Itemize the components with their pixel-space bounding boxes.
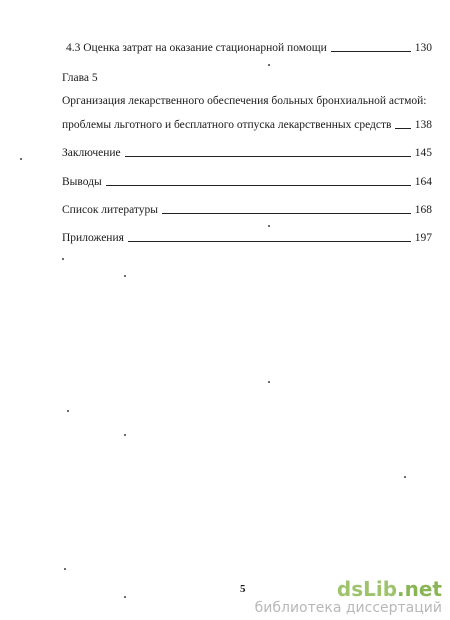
- dslib-watermark: [255, 578, 442, 616]
- scan-speck: [64, 568, 66, 570]
- toc-entry-chapter-5: [62, 118, 432, 132]
- watermark-brand: [255, 578, 442, 600]
- watermark-domain: .net: [397, 577, 442, 601]
- scan-speck: [67, 410, 69, 412]
- scan-speck: [268, 381, 270, 383]
- scan-speck: [268, 64, 270, 66]
- toc-entry-page: 197: [414, 232, 432, 244]
- page-number: 5: [240, 583, 246, 595]
- toc-leader-line: [125, 155, 411, 157]
- scan-speck: [124, 275, 126, 277]
- chapter-5-title-line-1: Организация лекарственного обеспечения больных бронхиальной астмой:: [62, 95, 427, 107]
- toc-entry-conclusion: [62, 146, 432, 160]
- toc-leader-line: [106, 184, 411, 186]
- scan-speck: [124, 596, 126, 598]
- toc-entry-findings: [62, 175, 432, 189]
- scan-speck: [268, 225, 270, 227]
- scan-speck: [404, 476, 406, 478]
- toc-entry-page: 145: [414, 147, 432, 159]
- watermark-brand-name: dsLib: [336, 577, 398, 601]
- toc-entry-appendices: [62, 231, 432, 245]
- toc-entry-page: 164: [414, 176, 432, 188]
- toc-leader-line: [162, 212, 411, 214]
- chapter-5-heading: Глава 5: [62, 72, 98, 84]
- toc-entry-title: Выводы: [62, 176, 102, 188]
- toc-leader-line: [331, 50, 411, 52]
- scan-speck: [124, 434, 126, 436]
- toc-entry-title: Заключение: [62, 147, 121, 159]
- toc-entry-title: проблемы льготного и бесплатного отпуска лекарственных средств: [62, 119, 392, 131]
- scan-speck: [20, 158, 22, 160]
- scan-speck: [62, 258, 64, 260]
- toc-leader-line: [395, 127, 410, 129]
- toc-entry-title: Список литературы: [62, 204, 158, 216]
- toc-entry-title: Приложения: [62, 232, 124, 244]
- toc-entry-page: 130: [414, 42, 432, 54]
- toc-leader-line: [128, 240, 411, 242]
- toc-entry-4-3: [66, 41, 432, 55]
- toc-entry-references: [62, 203, 432, 217]
- toc-entry-title: 4.3 Оценка затрат на оказание стационарной помощи: [66, 42, 327, 54]
- toc-entry-page: 138: [414, 119, 432, 131]
- watermark-subtitle: библиотека диссертаций: [254, 600, 442, 616]
- toc-entry-page: 168: [414, 204, 432, 216]
